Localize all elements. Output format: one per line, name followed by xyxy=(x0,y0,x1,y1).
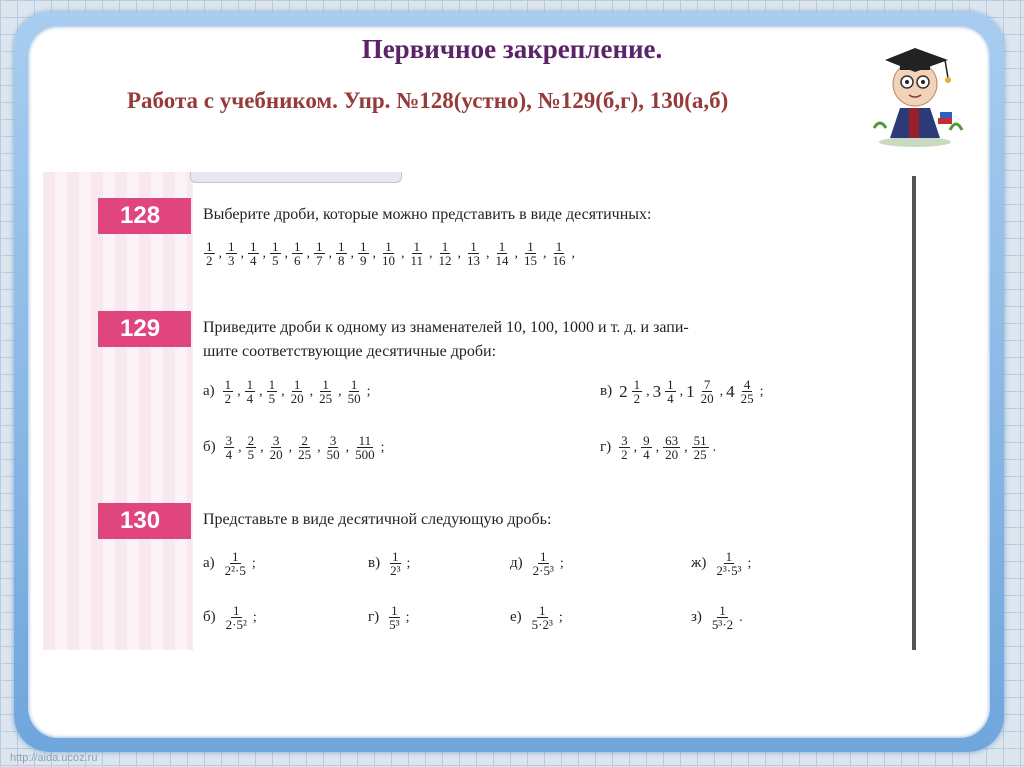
fraction-denominator: 2·5² xyxy=(225,617,247,632)
fraction-numerator: 3 xyxy=(329,433,337,448)
fraction-numerator: 1 xyxy=(667,377,674,392)
fraction xyxy=(223,378,234,405)
exercise-130-part-v xyxy=(368,550,410,577)
fraction-denominator: 7 xyxy=(316,253,323,268)
fraction xyxy=(714,550,743,577)
exercise-129-part-g xyxy=(600,434,716,461)
part-label: г) xyxy=(368,609,380,625)
fraction xyxy=(289,378,306,405)
fraction-numerator: 1 xyxy=(246,377,254,392)
fraction-numerator: 1 xyxy=(391,603,398,618)
separator: , xyxy=(288,439,293,455)
part-label: е) xyxy=(510,609,522,625)
exercise-128-task: Выберите дроби, которые можно представить в виде десятичных: xyxy=(203,206,652,223)
fraction xyxy=(268,434,285,461)
separator: ; xyxy=(406,555,411,571)
fraction-denominator: 20 xyxy=(290,391,304,406)
fraction xyxy=(292,240,303,267)
fraction xyxy=(296,434,313,461)
separator: ; xyxy=(559,555,564,571)
fraction-numerator: 63 xyxy=(665,433,679,448)
fraction-denominator: 20 xyxy=(665,447,679,462)
fraction xyxy=(226,240,237,267)
fraction-numerator: 9 xyxy=(643,433,650,448)
separator: , xyxy=(238,439,242,455)
separator: , xyxy=(284,245,288,261)
separator: ; xyxy=(380,439,385,455)
separator: , xyxy=(429,245,433,261)
exercise-129-task-line2: шите соответствующие десятичные дроби: xyxy=(203,343,497,360)
fraction xyxy=(522,240,539,267)
fraction-denominator: 5 xyxy=(272,253,279,268)
fraction-denominator: 2³·5³ xyxy=(716,563,742,578)
fraction-numerator: 3 xyxy=(272,433,280,448)
fraction-denominator: 2²·5 xyxy=(224,563,246,578)
fraction xyxy=(224,604,249,631)
fraction xyxy=(245,378,256,405)
exercise-129-part-a xyxy=(203,378,371,405)
exercise-130-part-g xyxy=(368,604,409,631)
fraction-denominator: 3 xyxy=(228,253,235,268)
fraction-denominator: 25 xyxy=(298,447,312,462)
separator: , xyxy=(350,245,354,261)
exercise-130-part-b xyxy=(203,604,257,631)
fraction-denominator: 14 xyxy=(495,253,509,268)
fraction-denominator: 2 xyxy=(206,253,213,268)
separator: , xyxy=(309,383,314,399)
separator: , xyxy=(317,439,321,455)
part-label: б) xyxy=(203,609,216,625)
whole-part: 1 xyxy=(686,381,695,401)
fraction-numerator: 1 xyxy=(498,239,506,254)
fraction-denominator: 50 xyxy=(347,391,361,406)
exercise-129-task-line1: Приведите дроби к одному из знаменателей 10, 100, 1000 и т. д. и запи- xyxy=(203,319,689,336)
exercise-129-part-b xyxy=(203,434,385,461)
fraction-numerator: 3 xyxy=(621,433,628,448)
separator: ; xyxy=(405,609,410,625)
fraction-denominator: 20 xyxy=(700,391,714,406)
fraction xyxy=(314,240,325,267)
part-label: в) xyxy=(600,383,613,399)
whole-part: 3 xyxy=(652,381,662,401)
separator: , xyxy=(338,383,342,399)
fraction-numerator: 1 xyxy=(392,549,399,564)
fraction-numerator: 1 xyxy=(228,239,235,254)
fraction-denominator: 2³ xyxy=(390,563,401,578)
page-tab xyxy=(190,172,402,183)
fraction xyxy=(531,550,556,577)
separator: , xyxy=(372,245,376,261)
fraction xyxy=(551,240,568,267)
fraction xyxy=(346,378,363,405)
fraction-denominator: 12 xyxy=(438,253,452,268)
fraction xyxy=(388,550,402,577)
separator: , xyxy=(281,383,285,399)
fraction-numerator: 1 xyxy=(268,377,276,392)
fraction xyxy=(437,240,454,267)
fraction xyxy=(380,240,397,267)
fraction-numerator: 1 xyxy=(540,549,547,564)
separator: , xyxy=(571,245,576,261)
slide-subtitle: Работа с учебником. Упр. №128(устно), №129(б,г), 130(а,б) xyxy=(127,88,729,113)
fraction xyxy=(530,604,555,631)
page-margin-strip xyxy=(43,172,193,650)
separator: , xyxy=(262,245,266,261)
part-label: а) xyxy=(203,555,215,571)
exercise-number-128: 128 xyxy=(98,198,191,234)
separator: , xyxy=(514,245,519,261)
fraction-numerator: 11 xyxy=(358,433,372,448)
exercise-130-part-a xyxy=(203,550,256,577)
fraction-denominator: 25 xyxy=(740,391,754,406)
part-label: д) xyxy=(510,555,523,571)
fraction-denominator: 2 xyxy=(633,391,641,406)
fraction-numerator: 1 xyxy=(250,239,257,254)
fraction-denominator: 2 xyxy=(621,447,628,462)
part-label: а) xyxy=(203,383,215,399)
fraction-numerator: 1 xyxy=(413,239,421,254)
separator: , xyxy=(543,245,547,261)
separator: , xyxy=(486,245,490,261)
fraction xyxy=(325,434,342,461)
fraction xyxy=(224,434,235,461)
fraction xyxy=(223,550,248,577)
exercise-number-129: 129 xyxy=(98,311,191,347)
separator: , xyxy=(345,439,350,455)
part-label: б) xyxy=(203,439,216,455)
fraction-numerator: 1 xyxy=(233,603,240,618)
separator: , xyxy=(679,383,684,399)
fraction-denominator: 4 xyxy=(643,447,650,462)
fraction xyxy=(619,434,630,461)
fraction-numerator: 1 xyxy=(224,377,232,392)
fraction-denominator: 2·5³ xyxy=(532,563,554,578)
fraction xyxy=(465,240,482,267)
separator: , xyxy=(237,383,241,399)
fraction-denominator: 13 xyxy=(467,253,481,268)
separator: . xyxy=(739,609,743,625)
fraction-denominator: 5 xyxy=(247,447,255,462)
separator: , xyxy=(306,245,310,261)
slide-title: Первичное закрепление. xyxy=(361,34,663,64)
fraction-numerator: 1 xyxy=(316,239,323,254)
fraction-denominator: 9 xyxy=(360,253,367,268)
separator: , xyxy=(218,245,222,261)
fraction-numerator: 1 xyxy=(719,603,726,618)
separator: ; xyxy=(366,383,371,399)
fraction-denominator: 4 xyxy=(250,253,257,268)
separator: , xyxy=(684,439,688,455)
fraction xyxy=(710,604,735,631)
fraction-denominator: 5³ xyxy=(389,617,400,632)
fraction-denominator: 2 xyxy=(224,391,232,406)
fraction-denominator: 50 xyxy=(326,447,340,462)
exercise-130-part-d xyxy=(510,550,564,577)
part-label: г) xyxy=(600,439,612,455)
fraction xyxy=(665,378,676,405)
separator: , xyxy=(401,245,405,261)
fraction-numerator: 1 xyxy=(527,239,534,254)
fraction xyxy=(358,240,369,267)
fraction-denominator: 5 xyxy=(268,391,276,406)
fraction xyxy=(353,434,377,461)
fraction-numerator: 1 xyxy=(539,603,546,618)
separator: , xyxy=(646,383,650,399)
fraction xyxy=(632,378,643,405)
fraction xyxy=(336,240,347,267)
whole-part: 4 xyxy=(726,381,735,401)
fraction-denominator: 16 xyxy=(552,253,566,268)
fraction-numerator: 1 xyxy=(322,377,329,392)
fraction xyxy=(739,378,756,405)
fraction-numerator: 1 xyxy=(350,377,358,392)
part-label: в) xyxy=(368,555,381,571)
fraction xyxy=(248,240,259,267)
fraction-numerator: 3 xyxy=(225,433,233,448)
fraction-numerator: 1 xyxy=(555,239,563,254)
exercise-130-task: Представьте в виде десятичной следующую дробь: xyxy=(203,511,552,528)
fraction-numerator: 51 xyxy=(693,433,707,448)
watermark: http://aida.ucoz.ru xyxy=(10,752,98,764)
fraction-numerator: 1 xyxy=(441,239,449,254)
whole-part: 2 xyxy=(619,381,628,401)
fraction-numerator: 4 xyxy=(743,377,751,392)
fraction-denominator: 5·2³ xyxy=(531,617,553,632)
exercise-130-part-zh xyxy=(691,550,751,577)
fraction-denominator: 11 xyxy=(410,253,424,268)
fraction-numerator: 1 xyxy=(360,239,367,254)
separator: , xyxy=(655,439,660,455)
fraction xyxy=(317,378,334,405)
fraction xyxy=(204,240,215,267)
fraction-denominator: 4 xyxy=(246,391,254,406)
separator: , xyxy=(259,383,263,399)
fraction-numerator: 1 xyxy=(633,377,641,392)
fraction-denominator: 4 xyxy=(225,447,233,462)
fraction-numerator: 1 xyxy=(385,239,392,254)
fraction-denominator: 25 xyxy=(319,391,333,406)
separator: ; xyxy=(251,555,256,571)
separator: . xyxy=(712,439,717,455)
exercise-130-part-e xyxy=(510,604,563,631)
separator: , xyxy=(240,245,244,261)
fraction-numerator: 2 xyxy=(247,433,255,448)
fraction xyxy=(692,434,709,461)
fraction xyxy=(699,378,716,405)
part-label: ж) xyxy=(691,555,707,571)
graduate-mascot-icon xyxy=(860,38,975,148)
fraction-denominator: 5³·2 xyxy=(711,617,734,632)
page-border xyxy=(912,176,916,650)
fraction xyxy=(663,434,680,461)
separator: , xyxy=(328,245,332,261)
separator: ; xyxy=(759,383,764,399)
fraction-numerator: 1 xyxy=(293,377,301,392)
exercise-130-part-z xyxy=(691,604,743,631)
fraction-denominator: 4 xyxy=(667,391,674,406)
separator: ; xyxy=(558,609,563,625)
fraction-denominator: 8 xyxy=(338,253,345,268)
separator: , xyxy=(633,439,638,455)
exercise-129-part-v xyxy=(600,378,763,405)
fraction xyxy=(494,240,511,267)
fraction xyxy=(246,434,257,461)
textbook-page xyxy=(43,172,916,650)
separator: , xyxy=(260,439,264,455)
fraction-denominator: 15 xyxy=(524,253,538,268)
fraction-numerator: 1 xyxy=(725,549,733,564)
separator: , xyxy=(457,245,462,261)
fraction-numerator: 1 xyxy=(272,239,279,254)
fraction xyxy=(270,240,281,267)
fraction-numerator: 1 xyxy=(338,239,345,254)
separator: , xyxy=(719,383,724,399)
fraction xyxy=(387,604,401,631)
exercise-128-fractions xyxy=(203,240,575,267)
separator: ; xyxy=(252,609,257,625)
fraction-denominator: 500 xyxy=(355,447,375,462)
fraction-numerator: 7 xyxy=(703,377,711,392)
fraction-numerator: 2 xyxy=(301,433,308,448)
fraction xyxy=(409,240,426,267)
part-label: з) xyxy=(691,609,702,625)
fraction-denominator: 25 xyxy=(693,447,707,462)
fraction xyxy=(641,434,652,461)
fraction-denominator: 10 xyxy=(382,253,395,268)
fraction-denominator: 6 xyxy=(294,253,301,268)
fraction-numerator: 1 xyxy=(470,239,477,254)
separator: ; xyxy=(747,555,752,571)
exercise-number-130: 130 xyxy=(98,503,191,539)
fraction-denominator: 20 xyxy=(269,447,283,462)
fraction-numerator: 1 xyxy=(294,239,301,254)
fraction xyxy=(267,378,278,405)
fraction-numerator: 1 xyxy=(206,239,213,254)
fraction-numerator: 1 xyxy=(232,549,239,564)
